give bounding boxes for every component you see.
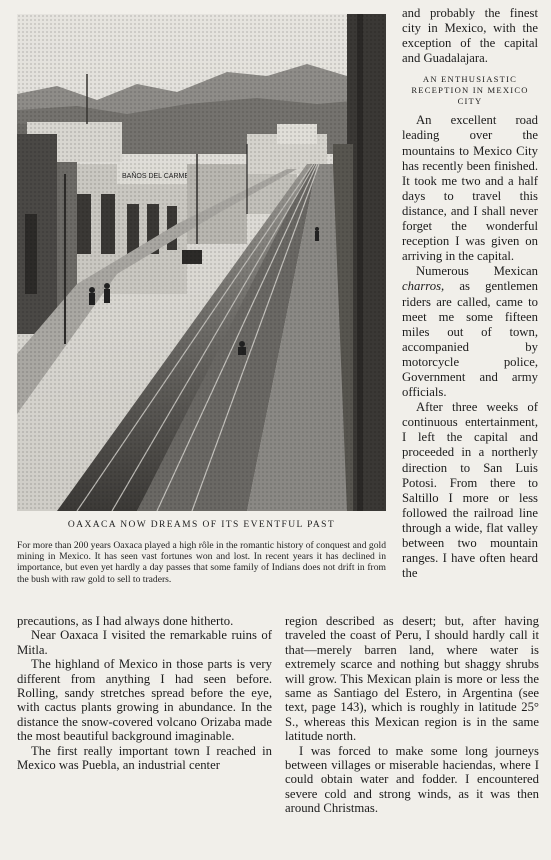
- right-paragraph-3-start: Numerous Mexican: [416, 264, 538, 279]
- street-scene-illustration: [17, 14, 386, 511]
- right-paragraph-3-end: as gentlemen riders are called, came to meet me some fifteen miles out of town, accompanied by motorcycle police, Government and army officials.: [402, 279, 538, 400]
- charros-italic: charros,: [402, 279, 445, 294]
- photo-caption-text: For more than 200 years Oaxaca played a high rôle in the romantic history of conquest and gold mining in Mexico. It has seen vast fortunes won and lost. In recent years it has declined in importance, but even yet hardly a day passes that some family of Indians does not drift in from the bush with raw gold to sell to traders.: [17, 540, 386, 585]
- right-paragraph-1: and probably the finest city in Mexico, with the exception of the capital and Guadalajara.: [402, 6, 538, 66]
- bottom-left-paragraph-2: Near Oaxaca I visited the remarkable ruins of Mitla.: [17, 628, 272, 657]
- bottom-right-text-column: [285, 614, 539, 816]
- bottom-left-text-column: [17, 614, 272, 772]
- bottom-left-paragraph-3: The highland of Mexico in those parts is very different from anything I had seen before. Rolling, sandy stretches spread before the eye, with cactus plants growing in abundance. In the distance the snow-covered volcano Orizaba made the most beautiful background imaginable.: [17, 657, 272, 744]
- bottom-left-paragraph-4: The first really important town I reached in Mexico was Puebla, an industrial center: [17, 743, 272, 773]
- street-photograph: [17, 14, 386, 511]
- right-paragraph-2: An excellent road leading over the mountains to Mexico City has recently been finished. It took me two and a half days to travel this distance, and I shall never forget the wonderful reception I was given on arriving in the capital.: [402, 113, 538, 264]
- photo-caption-title: OAXACA NOW DREAMS OF ITS EVENTFUL PAST: [67, 520, 336, 530]
- right-paragraph-4: After three weeks of continuous entertainment, I left the capital and proceeded in a northerly direction to San Luis Potosi. From there to Saltillo I more or less followed the railroad line through a wide, flat valley between two mountain ranges. I have often heard the: [402, 400, 538, 581]
- right-text-column: [402, 6, 538, 581]
- bottom-right-paragraph-1: region described as desert; but, after having traveled the coast of Peru, I should hardly call it that—merely barren land, where water is extremely scarce and nothing but shaggy shrubs will grow. This Mexican plain is more or less the same as Santiago del Estero, in Argentina (see text, page 143), which is roughly in latitude 25° S., whereas this Mexican region is in the same latitude north.: [285, 614, 539, 744]
- bottom-left-paragraph-1: precautions, as I had always done hitherto.: [17, 614, 234, 628]
- bottom-right-paragraph-2: I was forced to make some long journeys between villages or miserable haciendas, where I could obtain water and fodder. I encountered severe cold and strong winds, as it was then around Christmas.: [285, 743, 539, 816]
- section-subheading: AN ENTHUSIASTIC RECEPTION IN MEXICO CITY: [411, 74, 529, 107]
- right-paragraph-3: [402, 264, 538, 400]
